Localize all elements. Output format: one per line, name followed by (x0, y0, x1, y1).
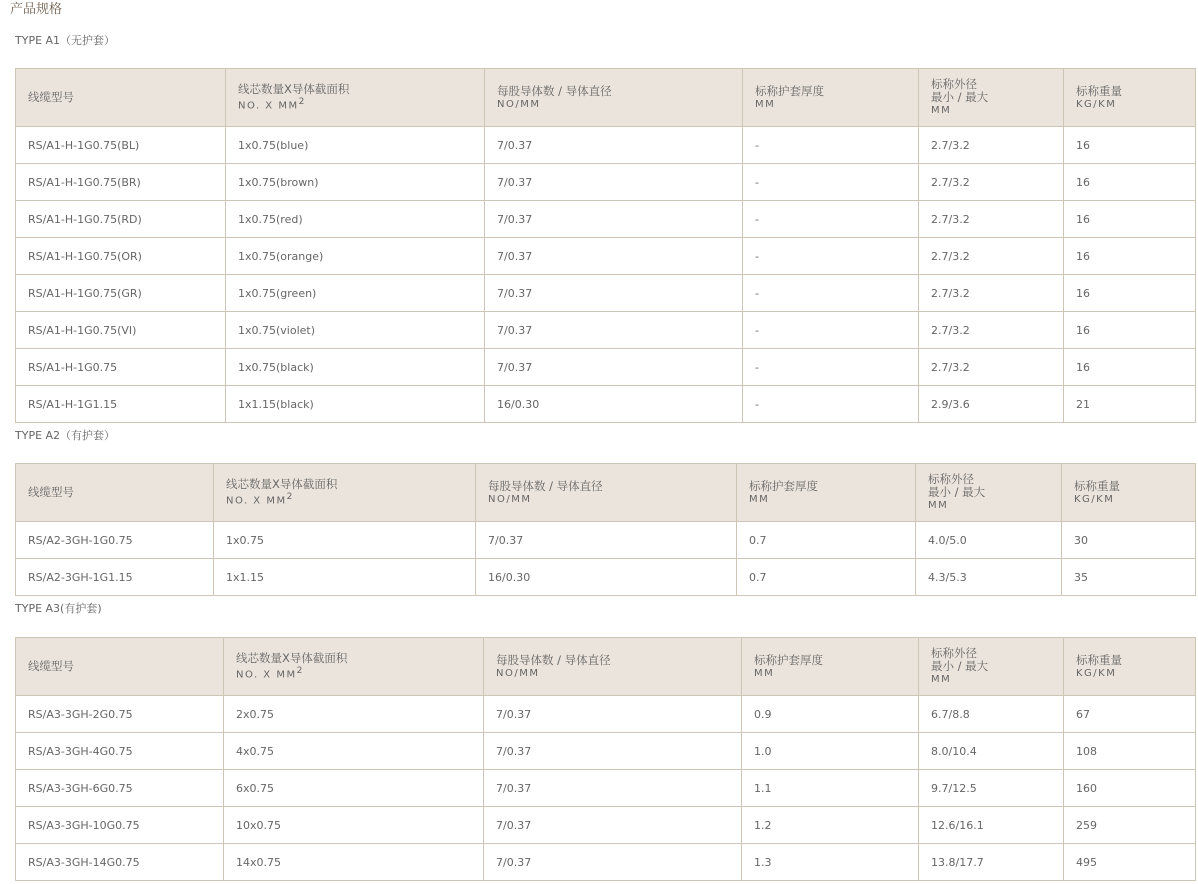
header-cores: 线芯数量X导体截面积 NO. X $MM^2$ (224, 638, 484, 696)
cell-strands: 16/0.30 (476, 559, 737, 596)
table-row (16, 733, 1196, 770)
cell-strands: 7/0.37 (476, 522, 737, 559)
cell-cores: 1x0.75(brown) (226, 164, 485, 201)
cell-outer-diameter: 4.3/5.3 (916, 559, 1062, 596)
header-strands: 每股导体数 / 导体直径 NO/MM (485, 69, 743, 127)
cell-model: RS/A1-H-1G1.15 (16, 386, 226, 423)
cell-model: RS/A1-H-1G0.75(OR) (16, 238, 226, 275)
cell-cores: 14x0.75 (224, 844, 484, 881)
cell-sheath: - (743, 386, 919, 423)
header-model: 线缆型号 (16, 69, 226, 127)
cell-weight: 16 (1064, 127, 1196, 164)
cell-model: RS/A1-H-1G0.75(VI) (16, 312, 226, 349)
header-cores: 线芯数量X导体截面积 NO. X $MM^2$ (226, 69, 485, 127)
section-a1-title: TYPE A1（无护套） (15, 34, 116, 47)
cell-weight: 16 (1064, 275, 1196, 312)
table-row (16, 522, 1196, 559)
header-strands: 每股导体数 / 导体直径 NO/MM (484, 638, 742, 696)
cell-outer-diameter: 13.8/17.7 (919, 844, 1064, 881)
section-a3-title: TYPE A3(有护套) (15, 602, 102, 615)
cell-model: RS/A1-H-1G0.75(BL) (16, 127, 226, 164)
cell-outer-diameter: 6.7/8.8 (919, 696, 1064, 733)
cell-outer-diameter: 2.7/3.2 (919, 127, 1064, 164)
cell-weight: 30 (1062, 522, 1196, 559)
cell-outer-diameter: 12.6/16.1 (919, 807, 1064, 844)
table-row (16, 238, 1196, 275)
cell-weight: 259 (1064, 807, 1196, 844)
cell-outer-diameter: 2.7/3.2 (919, 349, 1064, 386)
cell-strands: 7/0.37 (484, 733, 742, 770)
table-row (16, 559, 1196, 596)
cell-model: RS/A3-3GH-10G0.75 (16, 807, 224, 844)
spec-table-a3 (15, 637, 1196, 881)
cell-model: RS/A2-3GH-1G1.15 (16, 559, 214, 596)
table-body-a1 (16, 127, 1196, 423)
cell-sheath: 0.7 (737, 559, 916, 596)
cell-cores: 10x0.75 (224, 807, 484, 844)
cell-sheath: - (743, 164, 919, 201)
header-cores: 线芯数量X导体截面积 NO. X $MM^2$ (214, 464, 476, 522)
spec-table-a1 (15, 68, 1196, 423)
cell-sheath: - (743, 312, 919, 349)
table-row (16, 201, 1196, 238)
header-model: 线缆型号 (16, 464, 214, 522)
cell-strands: 7/0.37 (484, 844, 742, 881)
cell-model: RS/A3-3GH-14G0.75 (16, 844, 224, 881)
cell-cores: 1x0.75(red) (226, 201, 485, 238)
table-body-a2 (16, 522, 1196, 596)
cell-sheath: - (743, 201, 919, 238)
cell-weight: 160 (1064, 770, 1196, 807)
cell-sheath: - (743, 238, 919, 275)
header-weight: 标称重量 KG/KM (1064, 638, 1196, 696)
cell-sheath: 1.0 (742, 733, 919, 770)
cell-weight: 16 (1064, 312, 1196, 349)
cell-model: RS/A1-H-1G0.75(RD) (16, 201, 226, 238)
cell-outer-diameter: 9.7/12.5 (919, 770, 1064, 807)
header-sheath: 标称护套厚度 MM (742, 638, 919, 696)
cell-weight: 35 (1062, 559, 1196, 596)
cell-model: RS/A3-3GH-2G0.75 (16, 696, 224, 733)
cell-cores: 1x0.75(orange) (226, 238, 485, 275)
cell-cores: 6x0.75 (224, 770, 484, 807)
cell-model: RS/A3-3GH-6G0.75 (16, 770, 224, 807)
cell-cores: 1x0.75(blue) (226, 127, 485, 164)
cell-outer-diameter: 2.7/3.2 (919, 201, 1064, 238)
cell-sheath: - (743, 349, 919, 386)
cell-sheath: - (743, 127, 919, 164)
cell-strands: 7/0.37 (485, 201, 743, 238)
cell-sheath: 0.9 (742, 696, 919, 733)
page-title: 产品规格 (10, 2, 63, 17)
cell-cores: 4x0.75 (224, 733, 484, 770)
table-body-a3 (16, 696, 1196, 881)
table-row (16, 127, 1196, 164)
cell-weight: 16 (1064, 164, 1196, 201)
cell-cores: 1x0.75(black) (226, 349, 485, 386)
cell-strands: 7/0.37 (485, 164, 743, 201)
cell-sheath: 0.7 (737, 522, 916, 559)
header-sheath: 标称护套厚度 MM (737, 464, 916, 522)
cell-weight: 16 (1064, 349, 1196, 386)
table-row (16, 386, 1196, 423)
table-row (16, 349, 1196, 386)
cell-strands: 7/0.37 (485, 127, 743, 164)
cell-weight: 16 (1064, 201, 1196, 238)
cell-cores: 1x0.75(green) (226, 275, 485, 312)
cell-strands: 7/0.37 (484, 807, 742, 844)
cell-weight: 16 (1064, 238, 1196, 275)
cell-model: RS/A1-H-1G0.75 (16, 349, 226, 386)
cell-cores: 1x1.15(black) (226, 386, 485, 423)
cell-outer-diameter: 2.7/3.2 (919, 238, 1064, 275)
cell-sheath: 1.1 (742, 770, 919, 807)
header-weight: 标称重量 KG/KM (1064, 69, 1196, 127)
header-strands: 每股导体数 / 导体直径 NO/MM (476, 464, 737, 522)
table-row (16, 770, 1196, 807)
table-row (16, 807, 1196, 844)
cell-outer-diameter: 4.0/5.0 (916, 522, 1062, 559)
header-model: 线缆型号 (16, 638, 224, 696)
spec-table-a2 (15, 463, 1196, 596)
header-sheath: 标称护套厚度 MM (743, 69, 919, 127)
cell-cores: 1x1.15 (214, 559, 476, 596)
cell-weight: 67 (1064, 696, 1196, 733)
cell-cores: 1x0.75 (214, 522, 476, 559)
cell-sheath: 1.3 (742, 844, 919, 881)
cell-outer-diameter: 2.7/3.2 (919, 312, 1064, 349)
cell-strands: 7/0.37 (484, 696, 742, 733)
table-header-row (16, 69, 1196, 127)
header-weight: 标称重量 KG/KM (1062, 464, 1196, 522)
cell-sheath: 1.2 (742, 807, 919, 844)
header-outer-diameter: 标称外径 最小 / 最大 MM (916, 464, 1062, 522)
cell-strands: 7/0.37 (485, 349, 743, 386)
cell-model: RS/A1-H-1G0.75(BR) (16, 164, 226, 201)
cell-model: RS/A2-3GH-1G0.75 (16, 522, 214, 559)
table-header-row (16, 464, 1196, 522)
cell-model: RS/A1-H-1G0.75(GR) (16, 275, 226, 312)
cell-sheath: - (743, 275, 919, 312)
cell-outer-diameter: 2.7/3.2 (919, 275, 1064, 312)
table-row (16, 844, 1196, 881)
table-row (16, 164, 1196, 201)
cell-outer-diameter: 2.9/3.6 (919, 386, 1064, 423)
cell-weight: 495 (1064, 844, 1196, 881)
cell-outer-diameter: 8.0/10.4 (919, 733, 1064, 770)
cell-strands: 7/0.37 (484, 770, 742, 807)
cell-model: RS/A3-3GH-4G0.75 (16, 733, 224, 770)
cell-cores: 2x0.75 (224, 696, 484, 733)
cell-strands: 16/0.30 (485, 386, 743, 423)
cell-weight: 108 (1064, 733, 1196, 770)
table-row (16, 696, 1196, 733)
section-a2-title: TYPE A2（有护套） (15, 429, 116, 442)
cell-cores: 1x0.75(violet) (226, 312, 485, 349)
cell-weight: 21 (1064, 386, 1196, 423)
cell-outer-diameter: 2.7/3.2 (919, 164, 1064, 201)
cell-strands: 7/0.37 (485, 312, 743, 349)
cell-strands: 7/0.37 (485, 275, 743, 312)
cell-strands: 7/0.37 (485, 238, 743, 275)
header-outer-diameter: 标称外径 最小 / 最大 MM (919, 638, 1064, 696)
table-row (16, 275, 1196, 312)
header-outer-diameter: 标称外径 最小 / 最大 MM (919, 69, 1064, 127)
table-header-row (16, 638, 1196, 696)
table-row (16, 312, 1196, 349)
